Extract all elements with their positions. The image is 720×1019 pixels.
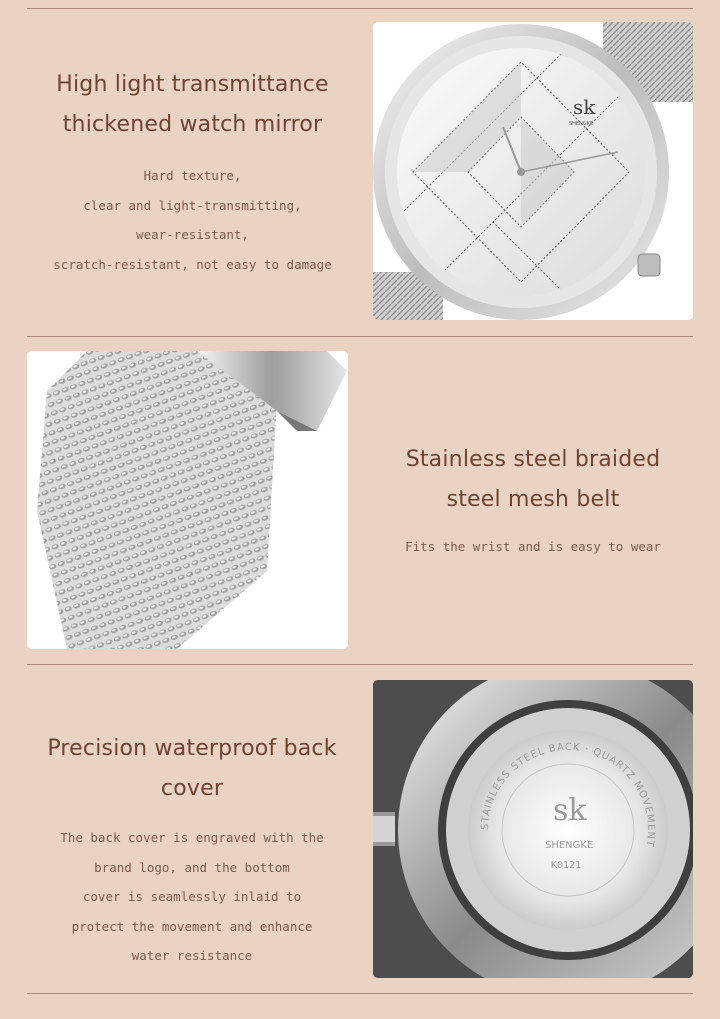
section-desc-line: Fits the wrist and is easy to wear xyxy=(405,539,661,554)
section-desc-line: wear-resistant, xyxy=(136,227,249,242)
divider-2 xyxy=(27,664,693,665)
brand-logo-face: sk xyxy=(573,95,596,119)
section-desc-line: brand logo, and the bottom xyxy=(94,859,290,875)
brand-logo-back: sk xyxy=(553,793,587,828)
section-title-line: steel mesh belt xyxy=(446,487,620,512)
section-desc-line: water resistance xyxy=(131,948,253,963)
section-watch-mirror xyxy=(30,65,355,279)
section-back-cover xyxy=(22,729,362,971)
section-title-line: High light transmittance xyxy=(56,72,329,97)
back-ring-text: STAINLESS STEEL BACK · QUARTZ MOVEMENT xyxy=(479,741,657,849)
brand-name-face: SHENGKE xyxy=(569,121,594,127)
section-desc-line: clear and light-transmitting, xyxy=(83,197,302,213)
section-title-line: thickened watch mirror xyxy=(62,112,323,137)
section-desc-line: Hard texture, xyxy=(143,168,242,183)
brand-name-back: SHENGKE xyxy=(545,840,594,851)
divider-1 xyxy=(27,336,693,337)
section-title-line: Stainless steel braided xyxy=(405,447,661,472)
mesh-belt-photo xyxy=(27,351,348,649)
back-cover-photo xyxy=(373,680,693,978)
model-number: K0121 xyxy=(551,860,582,871)
section-desc-line: protect the movement and enhance xyxy=(71,918,313,934)
divider-top xyxy=(27,8,693,9)
section-mesh-belt xyxy=(373,440,693,562)
watch-face-photo xyxy=(373,22,693,320)
divider-bottom xyxy=(27,993,693,994)
section-desc-line: The back cover is engraved with the xyxy=(60,830,324,845)
section-desc-line: scratch-resistant, not easy to damage xyxy=(53,256,332,272)
section-title-line: Precision waterproof back cover xyxy=(47,736,337,801)
section-desc-line: cover is seamlessly inlaid to xyxy=(82,889,302,904)
